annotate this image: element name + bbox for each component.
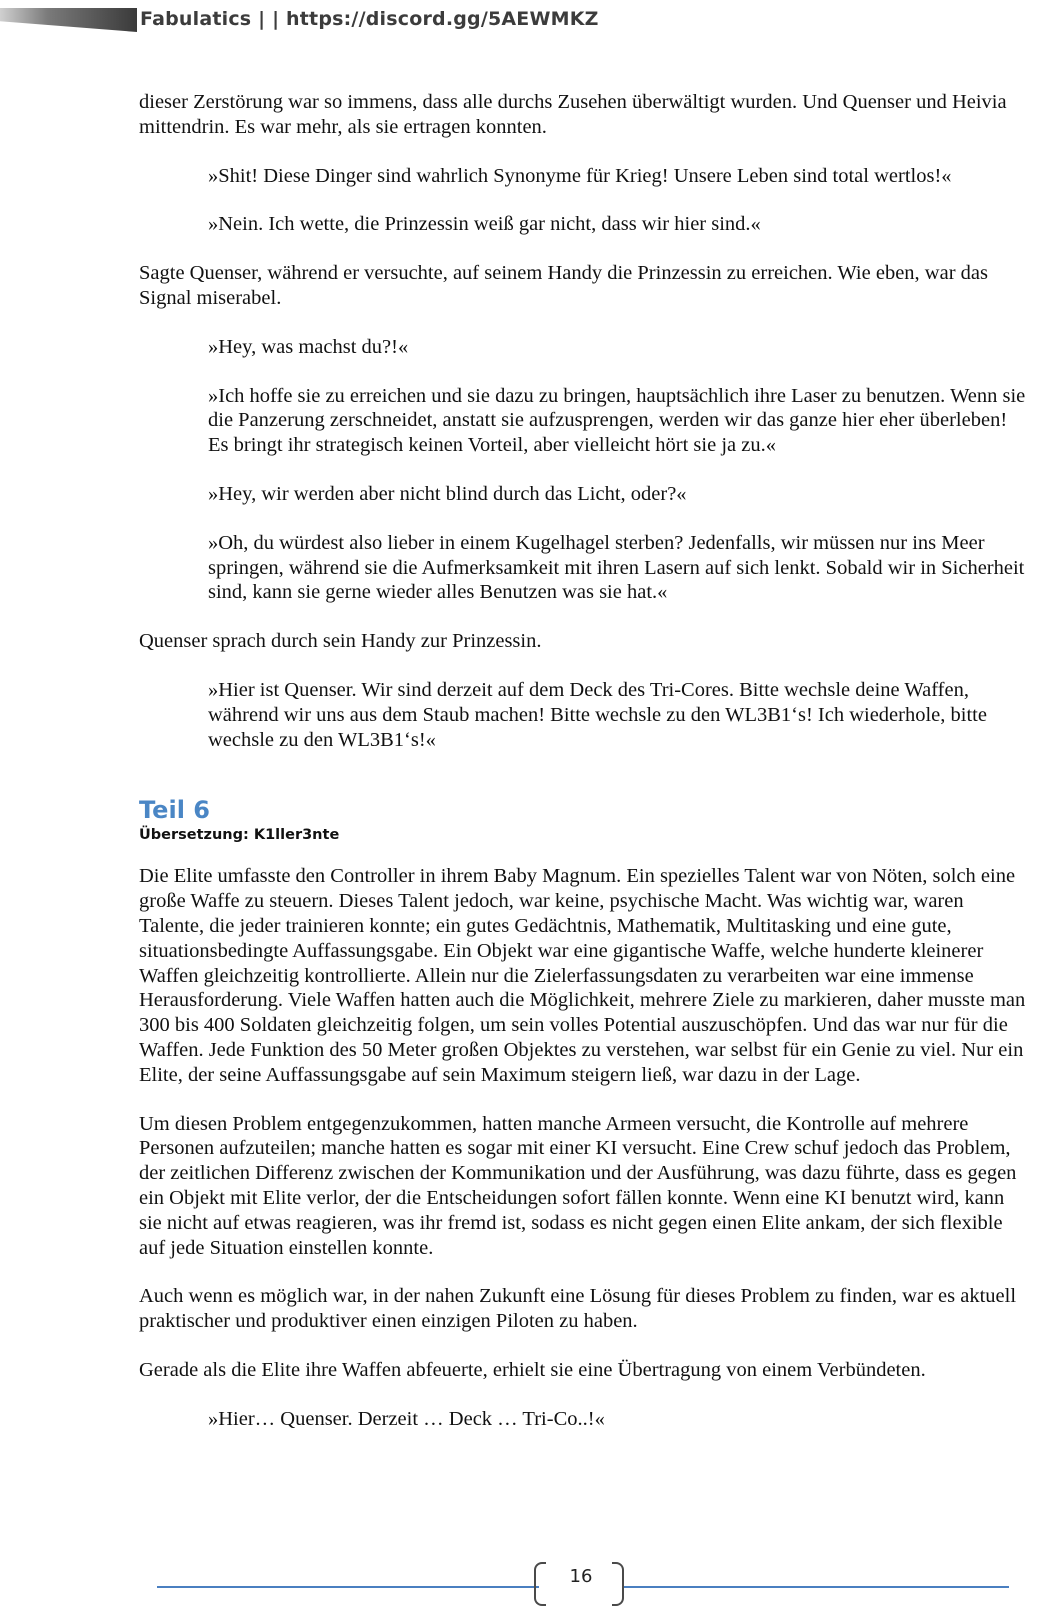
- footer-line-right: [624, 1586, 1009, 1588]
- dialogue-paragraph: »Hey, wir werden aber nicht blind durch das Licht, oder?«: [208, 482, 687, 505]
- header-decoration-bar: [0, 8, 137, 32]
- dialogue-paragraph: »Hey, was machst du?!«: [208, 335, 409, 358]
- narrative-paragraph: Quenser sprach durch sein Handy zur Prinzessin.: [139, 630, 542, 653]
- footer-bracket-left: [534, 1562, 546, 1606]
- text-block-before: [139, 90, 1029, 752]
- narrative-paragraph: Sagte Quenser, während er versuchte, auf seinem Handy die Prinzessin zu erreichen. Wie eben, war das Signal miserabel.: [139, 262, 988, 309]
- dialogue-paragraph: »Oh, du würdest also lieber in einem Kugelhagel sterben? Jedenfalls, wir müssen nur ins Meer springen, während sie die Aufmerksamkeit mit ihren Lasern auf sich lenkt. Sobald wir in Sicherheit sind, kann sie gerne wieder alles Benutzen was sie hat.«: [208, 531, 1025, 604]
- dialogue-paragraph: »Hier… Quenser. Derzeit … Deck … Tri-Co..!«: [208, 1407, 605, 1430]
- page-number: 16: [569, 1566, 593, 1587]
- footer-line-left: [157, 1586, 539, 1588]
- narrative-paragraph: Gerade als die Elite ihre Waffen abfeuerte, erhielt sie eine Übertragung von einem Verbündeten.: [139, 1358, 926, 1381]
- narrative-paragraph: dieser Zerstörung war so immens, dass alle durchs Zusehen überwältigt wurden. Und Quenser und Heivia mittendrin. Es war mehr, als sie ertragen konnten.: [139, 91, 1007, 138]
- dialogue-paragraph: »Nein. Ich wette, die Prinzessin weiß gar nicht, dass wir hier sind.«: [208, 213, 761, 236]
- narrative-paragraph: Um diesen Problem entgegenzukommen, hatten manche Armeen versucht, die Kontrolle auf mehrere Personen aufzuteilen; manche hatten es sogar mit einer KI versucht. Eine Crew schuf jedoch das Problem, der zeitlichen Differenz zwischen der Kommunikation und der Ausführung, was dazu führte, dass es gegen ein Objekt mit Elite verlor, der die Entscheidungen sofort fällen konnte. Wenn eine KI benutzt wird, kann sie nicht auf etwas reagieren, was ihr fremd ist, sodass es nicht gegen einen Elite ankam, der sich flexible auf jede Situation einstellen konnte.: [139, 1112, 1017, 1259]
- section-subtitle: Übersetzung: K1ller3nte: [139, 827, 340, 844]
- narrative-paragraph: Auch wenn es möglich war, in der nahen Zukunft eine Lösung für dieses Problem zu finden, war es aktuell praktischer und produktiver einen einzigen Piloten zu haben.: [139, 1285, 1017, 1333]
- page-content: [139, 90, 1029, 1455]
- footer-bracket-right: [612, 1562, 624, 1606]
- header-title: Fabulatics | | https://discord.gg/5AEWMKZ: [140, 8, 599, 30]
- section-title: Teil 6: [139, 796, 210, 825]
- narrative-paragraph: Die Elite umfasste den Controller in ihrem Baby Magnum. Ein spezielles Talent war von Nöten, solch eine große Waffe zu steuern. Dieses Talent jedoch, war keine, psychische Macht. Was wichtig war, waren Talente, die jeder trainieren konnte; ein gutes Gedächtnis, Mathematik, Multitasking und eine gute, situationsbedingte Auffassungsgabe. Ein Objekt war eine gigantische Waffe, welche hunderte kleinerer Waffen gleichzeitig kontrollierte. Allein nur die Zielerfassungsdaten zu verarbeiten war eine immense Herausforderung. Viele Waffen hatten auch die Möglichkeit, mehrere Ziele zu markieren, daher musste man 300 bis 400 Soldaten gleichzeitig folgen, um sein volles Potential auszuschöpfen. Und das war nur für die Waffen. Jede Funktion des 50 Meter großen Objektes zu verstehen, war selbst für ein Genie zu viel. Nur ein Elite, der seine Auffassungsgabe auf sein Maximum steigern ließ, war dazu in der Lage.: [139, 865, 1026, 1086]
- dialogue-paragraph: »Shit! Diese Dinger sind wahrlich Synonyme für Krieg! Unsere Leben sind total wertlos!«: [208, 164, 952, 187]
- text-block-after: [139, 864, 1029, 1431]
- dialogue-paragraph: »Ich hoffe sie zu erreichen und sie dazu zu bringen, hauptsächlich ihre Laser zu benutzen. Wenn sie die Panzerung zerschneidet, anstatt sie aufzusprengen, werden wir das ganze hier eher überleben! Es bringt ihr strategisch keinen Vorteil, aber vielleicht hört sie ja zu.«: [208, 384, 1026, 457]
- dialogue-paragraph: »Hier ist Quenser. Wir sind derzeit auf dem Deck des Tri-Cores. Bitte wechsle deine Waffen, während wir uns aus dem Staub machen! Bitte wechsle zu den WL3B1‘s! Ich wiederhole, bitte wechsle zu den WL3B1‘s!«: [208, 678, 987, 751]
